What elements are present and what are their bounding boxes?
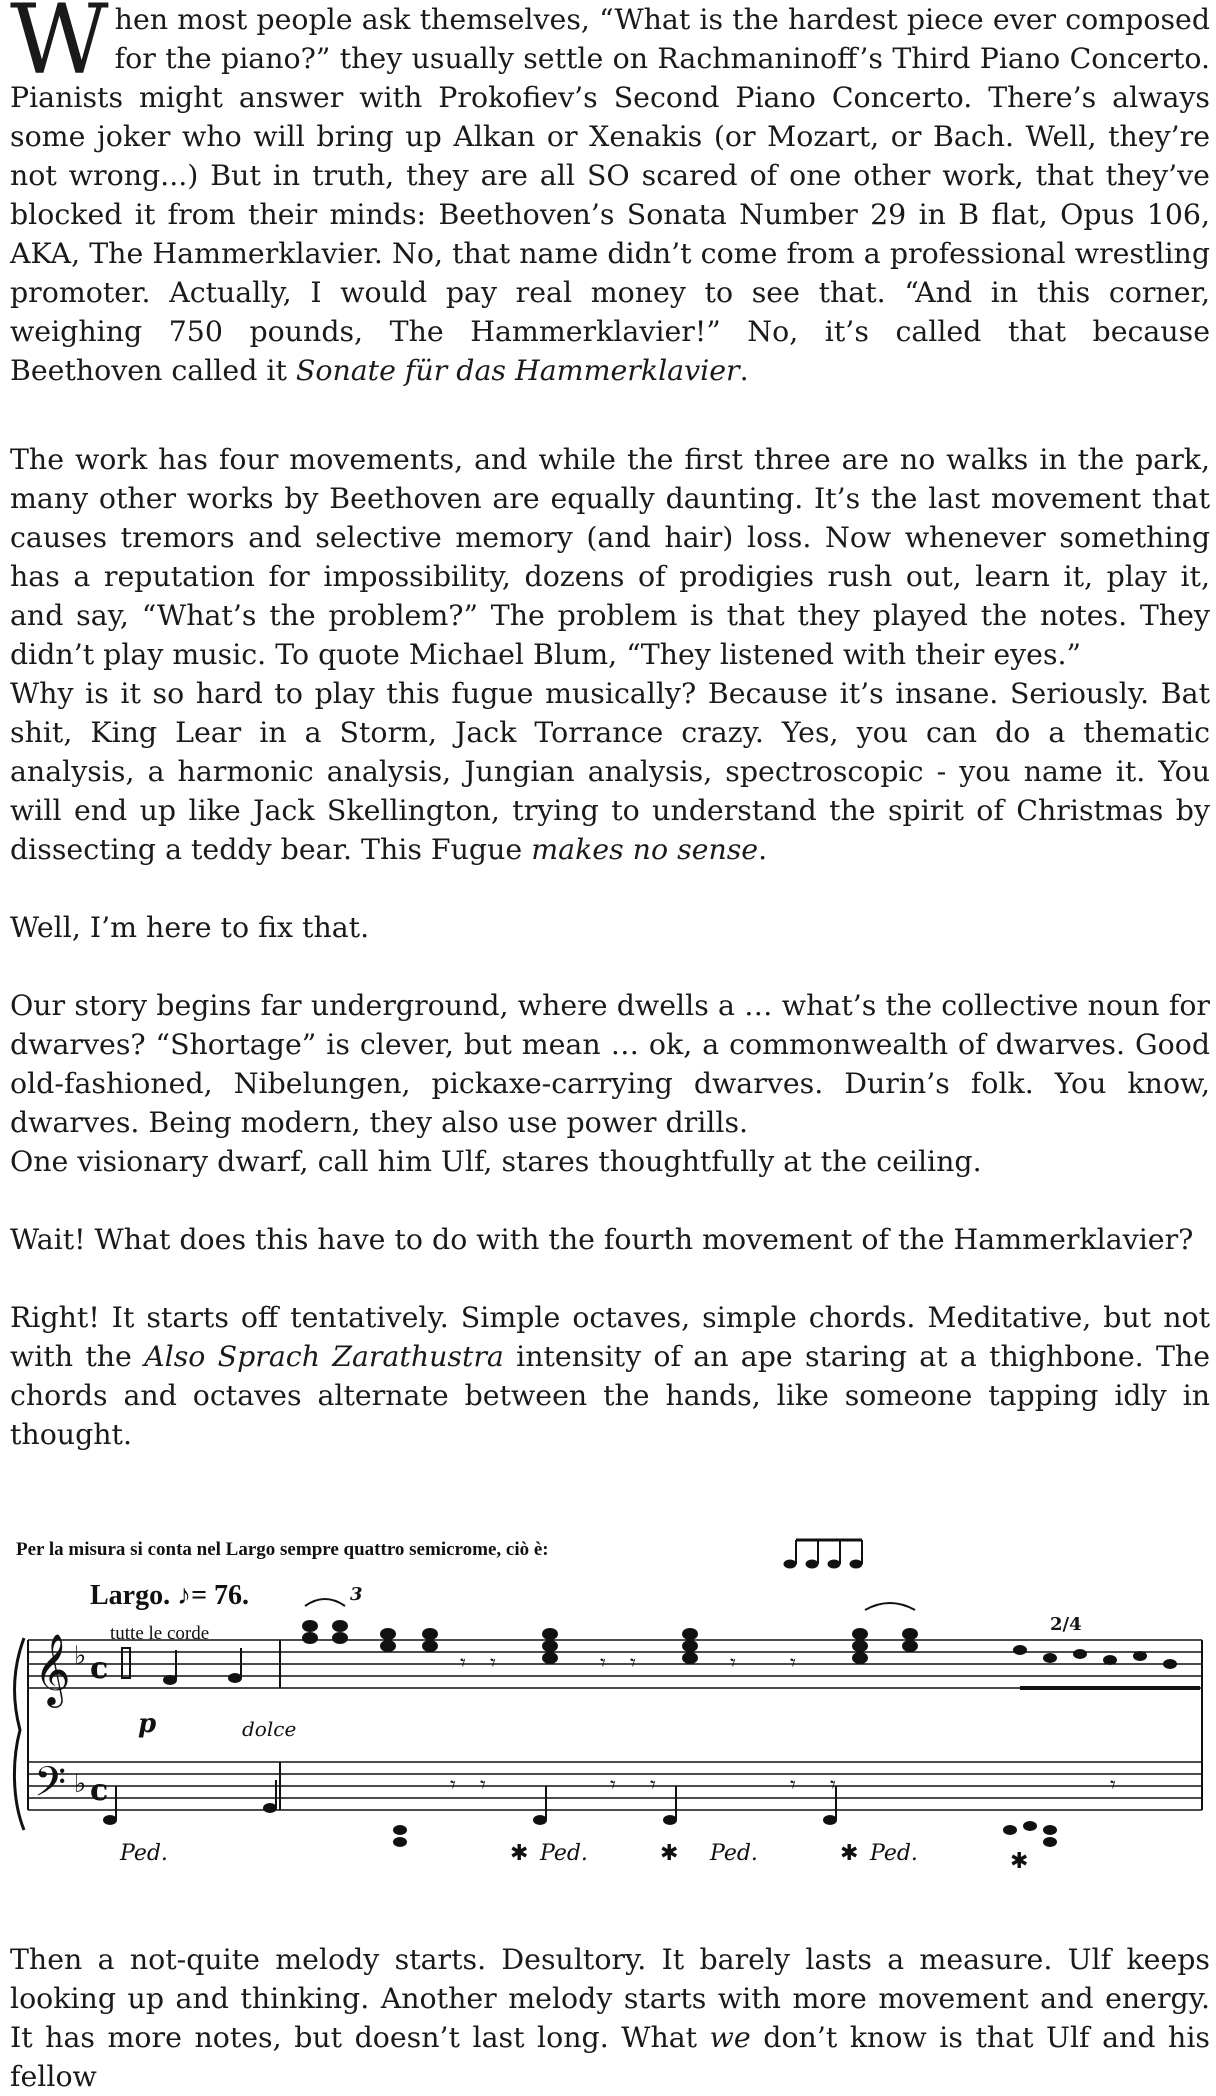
paragraph-melody [10, 1940, 1210, 2096]
time-signature-2-4: 2/4 [1050, 1614, 1082, 1635]
svg-text:𝄾: 𝄾 [630, 1651, 636, 1676]
paragraph-fix: Well, I’m here to fix that. [10, 911, 370, 944]
rests [450, 1651, 1116, 1798]
pedal-mark-1: Ped. [120, 1841, 168, 1866]
treble-notes [122, 1599, 1200, 1688]
music-score-image [10, 1530, 1210, 1870]
paragraph-wait: Wait! What does this have to do with the fourth movement of the Hammerklavier? [10, 1223, 1194, 1256]
svg-text:𝄾: 𝄾 [730, 1651, 736, 1676]
paragraph-melody-text-a: Then a not-quite melody starts. Desultory. It barely lasts a measure. Ulf keeps looking up and thinking. Another melody starts with more movement and energy. It has more notes, but doesn’t last long. What [10, 1943, 1210, 2054]
dynamic-p: p [138, 1709, 157, 1739]
bass-notes [104, 1780, 1056, 1846]
we-italic: we [709, 2021, 751, 2054]
tuplet-three: 3 [350, 1584, 363, 1605]
paragraph-right [10, 1298, 1210, 1454]
key-flat-icon: ♭ [74, 1641, 87, 1671]
svg-text:𝄾: 𝄾 [650, 1773, 656, 1798]
paragraph-intro [10, 0, 1210, 390]
key-flat-bass-icon: ♭ [74, 1769, 87, 1799]
treble-staff [28, 1640, 1202, 1688]
svg-text:𝄾: 𝄾 [600, 1651, 606, 1676]
paragraph-dwarves: Our story begins far underground, where dwells a … what’s the collective noun for dwarves? “Shortage” is clever, but mean … ok, a commonwealth of dwarves. Good old-fashioned, Nibelungen, pickaxe-carrying dwarves. Durin’s folk. You know, dwarves. Being modern, they also use power drills. [10, 989, 1210, 1139]
grand-staff-brace [14, 1638, 24, 1830]
common-time-icon: c [90, 1651, 109, 1686]
paragraph-intro-end: . [739, 354, 749, 387]
sonate-title-italic: Sonate für das Hammerklavier [295, 354, 740, 387]
paragraph-fugue-end: . [758, 833, 768, 866]
svg-text:𝄾: 𝄾 [450, 1773, 456, 1798]
paragraph-right-text-a: Right! It starts off tentatively. Simple octaves, simple chords. Meditative, but not with the [10, 1301, 1210, 1373]
paragraph-intro-text: hen most people ask themselves, “What is the hardest piece ever composed for the piano?” they usually settle on Rachmaninoff’s Third Piano Concerto. Pianists might answer with Prokofiev’s Second Piano Concerto. There’s always some joker who will bring up Alkan or Xenakis (or Mozart, or Bach. Well, they’re not wrong...) But in truth, they are all SO scared of one other work, that they’ve blocked it from their minds: Beethoven’s Sonata Number 29 in B flat, Opus 106, AKA, The Hammerklavier. No, that name didn’t come from a professional wrestling promoter. Actually, I would pay real money to see that. “And in this corner, weighing 750 pounds, The Hammerklavier!” No, it’s called that because Beethoven called it [10, 3, 1210, 387]
drop-cap: W [10, 0, 109, 96]
svg-text:𝄾: 𝄾 [490, 1651, 496, 1676]
makes-no-sense-italic: makes no sense [531, 833, 759, 866]
bass-clef-icon: 𝄢 [34, 1758, 67, 1816]
paragraph-fugue [10, 674, 1210, 869]
svg-text:✱: ✱ [510, 1841, 529, 1866]
treble-clef-icon: 𝄞 [34, 1632, 71, 1705]
dolce-marking: dolce [242, 1717, 297, 1741]
pedal-mark-2: Ped. [540, 1841, 588, 1866]
svg-text:𝄾: 𝄾 [610, 1773, 616, 1798]
svg-text:✱: ✱ [1010, 1849, 1029, 1870]
paragraph-right-text-b: intensity of an ape staring at a thighbone. The chords and octaves alternate between the hands, like someone tapping idly in thought. [10, 1340, 1210, 1451]
score-tutte-le-corde: tutte le corde [110, 1623, 210, 1644]
paragraph-ulf: One visionary dwarf, call him Ulf, stares thoughtfully at the ceiling. [10, 1145, 982, 1178]
svg-text:𝄾: 𝄾 [830, 1773, 836, 1798]
svg-text:𝄾: 𝄾 [1110, 1773, 1116, 1798]
score-caption: Per la misura si conta nel Largo sempre quattro semicrome, ciò è: [16, 1539, 549, 1560]
svg-text:✱: ✱ [840, 1841, 859, 1866]
paragraph-fugue-text: Why is it so hard to play this fugue musically? Because it’s insane. Seriously. Bat shit, King Lear in a Storm, Jack Torrance crazy. Yes, you can do a thematic analysis, a harmonic analysis, Jungian analysis, spectroscopic - you name it. You will end up like Jack Skellington, trying to understand the spirit of Christmas by dissecting a teddy bear. This Fugue [10, 677, 1210, 866]
pedal-mark-4: Ped. [870, 1841, 918, 1866]
svg-text:𝄾: 𝄾 [790, 1651, 796, 1676]
score-tempo: Largo. ♪= 76. [90, 1580, 250, 1611]
zarathustra-italic: Also Sprach Zarathustra [144, 1340, 504, 1373]
pedal-mark-3: Ped. [710, 1841, 758, 1866]
svg-text:✱: ✱ [660, 1841, 679, 1866]
svg-text:𝄾: 𝄾 [480, 1773, 486, 1798]
svg-text:𝄾: 𝄾 [460, 1651, 466, 1676]
svg-text:𝄾: 𝄾 [790, 1773, 796, 1798]
paragraph-movements: The work has four movements, and while the first three are no walks in the park, many other works by Beethoven are equally daunting. It’s the last movement that causes tremors and selective memory (and hair) loss. Now whenever something has a reputation for impossibility, dozens of prodigies rush out, learn it, play it, and say, “What’s the problem?” The problem is that they played the notes. They didn’t play music. To quote Michael Blum, “They listened with their eyes.” [10, 443, 1210, 671]
common-time-bass-icon: c [90, 1773, 109, 1808]
paragraph-melody-text-b: don’t know is that Ulf and his fellow [10, 2021, 1210, 2093]
caption-note-glyphs [784, 1540, 862, 1568]
